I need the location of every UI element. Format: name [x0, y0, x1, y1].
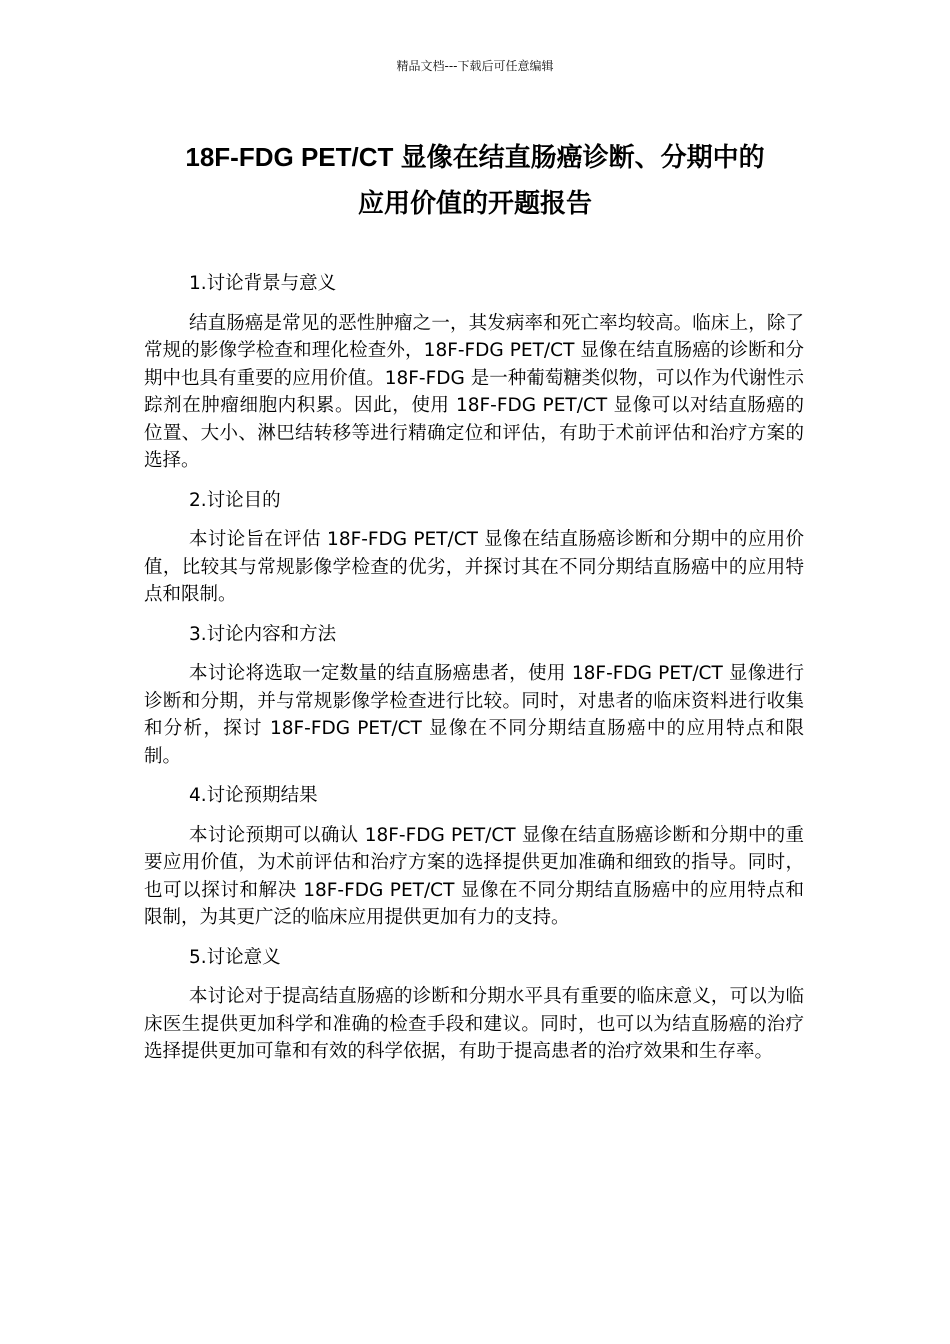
section-paragraph: 本讨论将选取一定数量的结直肠癌患者，使用 18F-FDG PET/CT 显像进行诊断和分期，并与常规影像学检查进行比较。同时，对患者的临床资料进行收集和分析，探讨 18F-FDG PET/CT 显像在不同分期结直肠癌中的应用特点和限制。 — [144, 663, 804, 767]
document-body — [144, 270, 804, 1078]
section-heading: 4.讨论预期结果 — [189, 785, 318, 806]
document-title — [120, 134, 830, 226]
section-paragraph: 本讨论旨在评估 18F-FDG PET/CT 显像在结直肠癌诊断和分期中的应用价值，比较其与常规影像学检查的优劣，并探讨其在不同分期结直肠癌中的应用特点和限制。 — [144, 529, 804, 605]
title-line-2: 应用价值的开题报告 — [357, 188, 592, 218]
section-paragraph: 本讨论预期可以确认 18F-FDG PET/CT 显像在结直肠癌诊断和分期中的重要应用价值，为术前评估和治疗方案的选择提供更加准确和细致的指导。同时，也可以探讨和解决 18F-FDG PET/CT 显像在不同分期结直肠癌中的应用特点和限制，为其更广泛的临床应用提供更加有力的支持。 — [144, 824, 804, 928]
section-expected-results — [144, 782, 804, 932]
section-paragraph: 本讨论对于提高结直肠癌的诊断和分期水平具有重要的临床意义，可以为临床医生提供更加科学和准确的检查手段和建议。同时，也可以为结直肠癌的治疗选择提供更加可靠和有效的科学依据，有助于提高患者的治疗效果和生存率。 — [144, 986, 804, 1062]
section-heading: 1.讨论背景与意义 — [189, 273, 337, 294]
title-line-1: 18F-FDG PET/CT 显像在结直肠癌诊断、分期中的 — [185, 142, 765, 172]
section-paragraph: 结直肠癌是常见的恶性肿瘤之一，其发病率和死亡率均较高。临床上，除了常规的影像学检查和理化检查外，18F-FDG PET/CT 显像在结直肠癌的诊断和分期中也具有重要的应用价值。18F-FDG 是一种葡萄糖类似物，可以作为代谢性示踪剂在肿瘤细胞内积累。因此，使用 18F-FDG PET/CT 显像可以对结直肠癌的位置、大小、淋巴结转移等进行精确定位和评估，有助于术前评估和治疗方案的选择。 — [144, 312, 804, 471]
section-heading: 3.讨论内容和方法 — [189, 623, 337, 645]
section-significance — [144, 944, 804, 1066]
section-purpose — [144, 487, 804, 609]
section-heading: 5.讨论意义 — [189, 946, 281, 968]
section-methods — [144, 621, 804, 771]
header-note: 精品文档---下载后可任意编辑 — [396, 59, 554, 73]
section-heading: 2.讨论目的 — [189, 489, 281, 511]
section-background — [144, 270, 804, 475]
